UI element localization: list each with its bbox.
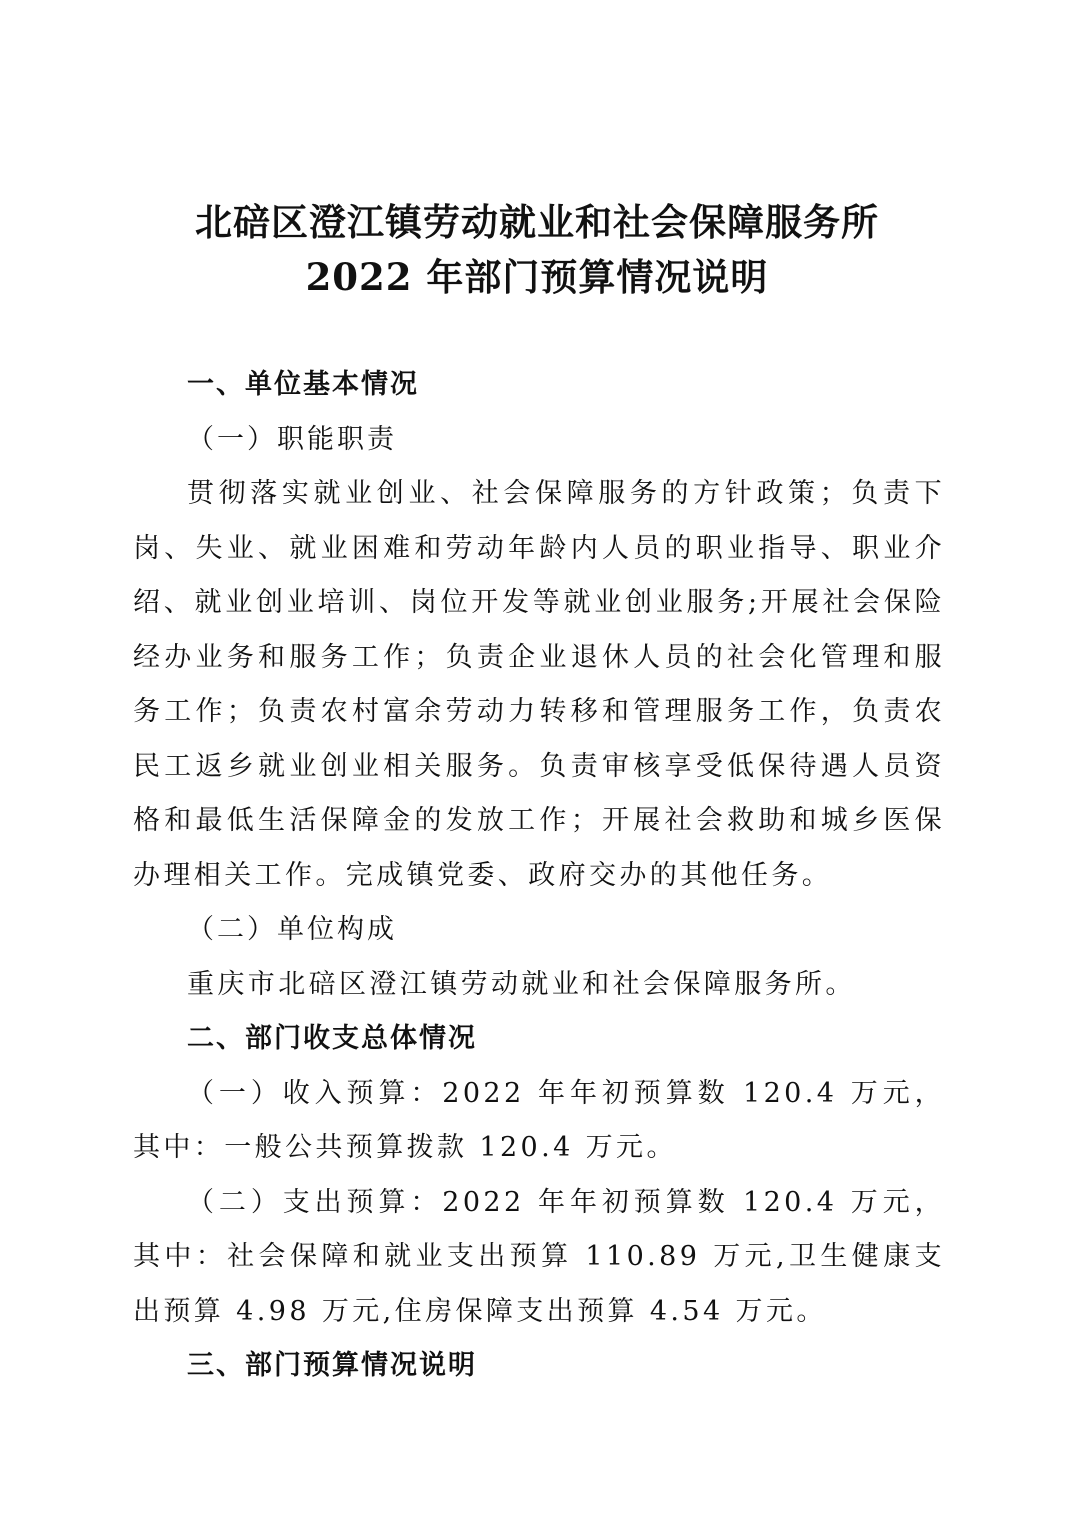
document-title-line-1: 北碚区澄江镇劳动就业和社会保障服务所 (195, 200, 879, 244)
section-1-subheading-composition: （二）单位构成 (187, 914, 397, 945)
document-body (133, 358, 945, 1394)
section-2-income-paragraph: （一）收入预算：2022 年年初预算数 120.4 万元，其中：一般公共预算拨款 120.4 万元。 (133, 1077, 945, 1163)
section-3-heading: 三、部门预算情况说明 (187, 1350, 477, 1381)
section-1-duties-paragraph: 贯彻落实就业创业、社会保障服务的方针政策；负责下岗、失业、就业困难和劳动年龄内人员的职业指导、职业介绍、就业创业培训、岗位开发等就业创业服务;开展社会保险经办业务和服务工作；负责企业退休人员的社会化管理和服务工作；负责农村富余劳动力转移和管理服务工作，负责农民工返乡就业创业相关服务。负责审核享受低保待遇人员资格和最低生活保障金的发放工作；开展社会救助和城乡医保办理相关工作。完成镇党委、政府交办的其他任务。 (133, 478, 945, 891)
section-2-expenditure-paragraph: （二）支出预算：2022 年年初预算数 120.4 万元，其中：社会保障和就业支出预算 110.89 万元,卫生健康支出预算 4.98 万元,住房保障支出预算 4.54 万元。 (133, 1186, 945, 1327)
section-1-composition-paragraph: 重庆市北碚区澄江镇劳动就业和社会保障服务所。 (187, 968, 856, 1000)
section-1-heading: 一、单位基本情况 (187, 369, 419, 400)
section-2-heading: 二、部门收支总体情况 (187, 1023, 477, 1054)
section-1-subheading-duties: （一）职能职责 (187, 423, 397, 455)
document-title-line-2: 2022 年部门预算情况说明 (305, 255, 769, 299)
